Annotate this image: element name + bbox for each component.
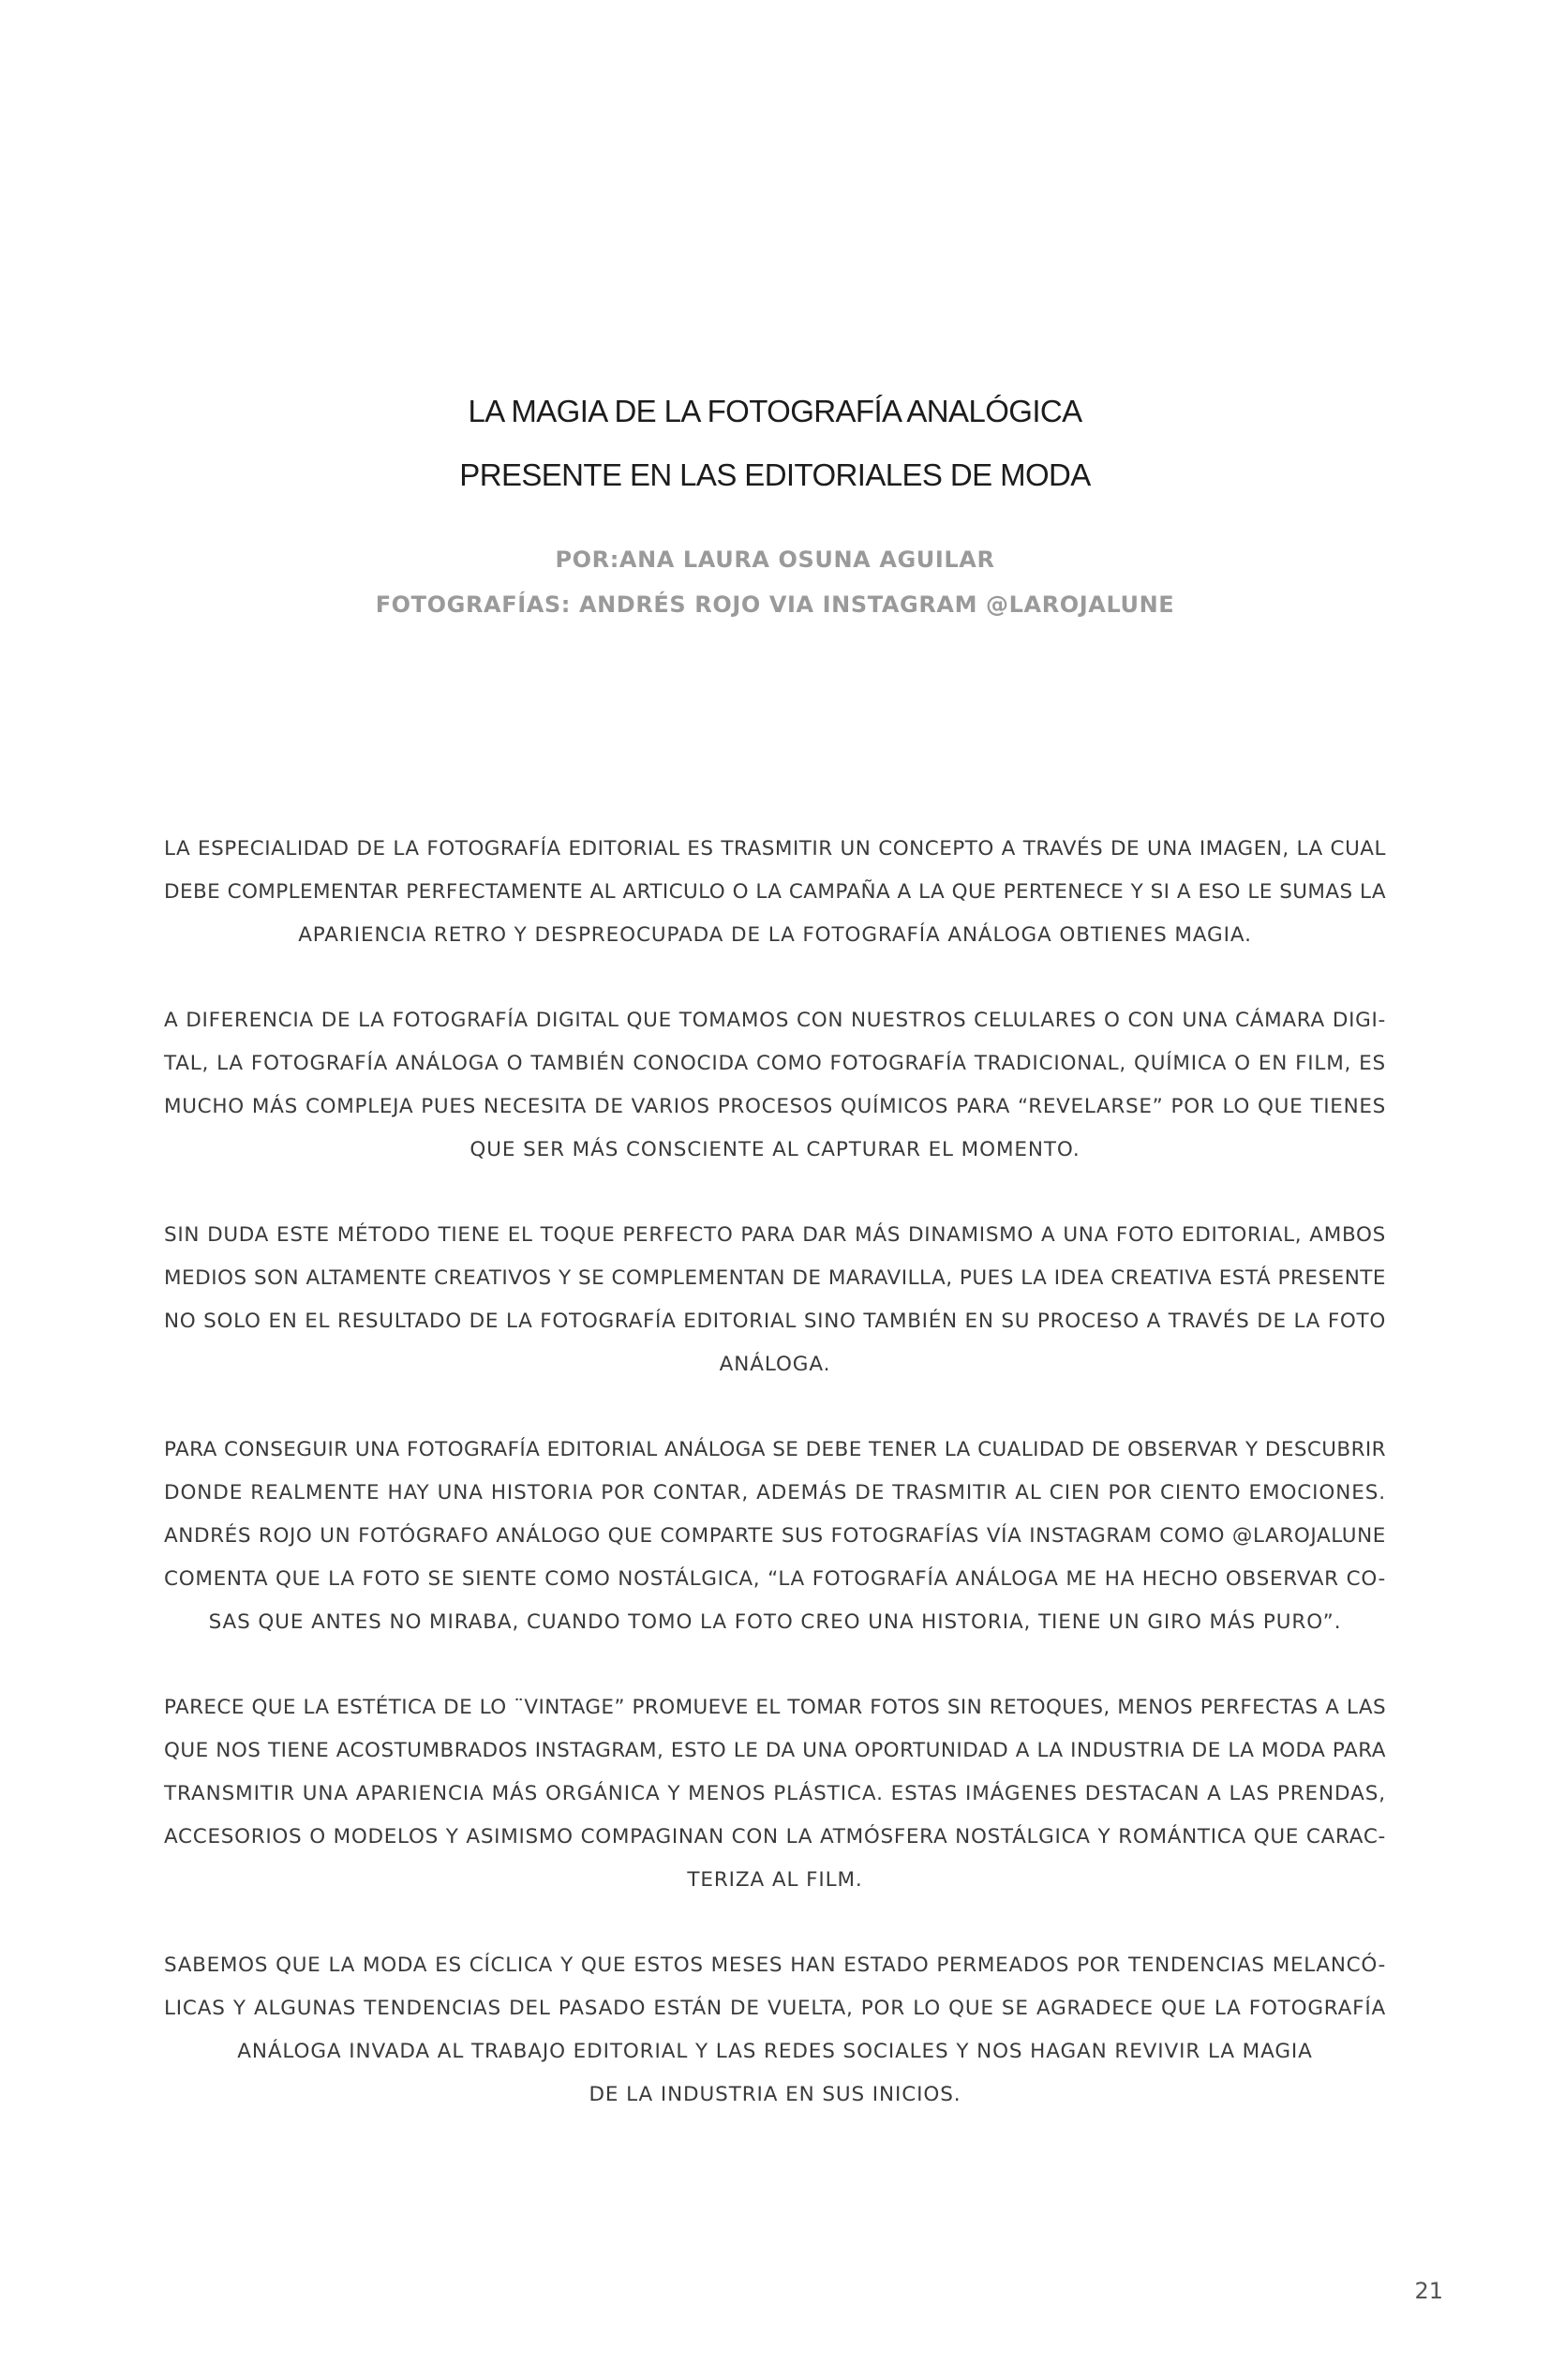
paragraph-line: SAS QUE ANTES NO MIRABA, CUANDO TOMO LA FOTO CREO UNA HISTORIA, TIENE UN GIRO MÁS PURO”. [208,1610,1342,1634]
paragraph-line: TRANSMITIR UNA APARIENCIA MÁS ORGÁNICA Y MENOS PLÁSTICA. ESTAS IMÁGENES DESTACAN A LAS PRENDAS, [164,1782,1386,1805]
paragraph-line: ANÁLOGA INVADA AL TRABAJO EDITORIAL Y LAS REDES SOCIALES Y NOS HAGAN REVIVIR LA MAGIA [237,2040,1313,2063]
byline-photo-credit: FOTOGRAFÍAS: ANDRÉS ROJO VIA INSTAGRAM @LAROJALUNE [375,591,1175,618]
paragraph-line: ANÁLOGA. [719,1353,831,1376]
paragraph-1 [164,828,1386,957]
paragraph-line: ACCESORIOS O MODELOS Y ASIMISMO COMPAGINAN CON LA ATMÓSFERA NOSTÁLGICA Y ROMÁNTICA QUE CARAC- [164,1825,1386,1849]
paragraph-line: QUE SER MÁS CONSCIENTE AL CAPTURAR EL MOMENTO. [469,1138,1081,1161]
byline [0,537,1550,627]
paragraph-line: ANDRÉS ROJO UN FOTÓGRAFO ANÁLOGO QUE COMPARTE SUS FOTOGRAFÍAS VÍA INSTAGRAM COMO @LAROJALUNE [164,1524,1386,1548]
paragraph-6 [164,1944,1386,2117]
byline-author: POR:ANA LAURA OSUNA AGUILAR [555,546,995,573]
paragraph-line: SIN DUDA ESTE MÉTODO TIENE EL TOQUE PERFECTO PARA DAR MÁS DINAMISMO A UNA FOTO EDITORIAL, AMBOS [164,1223,1386,1247]
paragraph-line: MUCHO MÁS COMPLEJA PUES NECESITA DE VARIOS PROCESOS QUÍMICOS PARA “REVELARSE” POR LO QUE TIENES [164,1095,1386,1118]
paragraph-line: TERIZA AL FILM. [687,1868,863,1892]
paragraph-line: DONDE REALMENTE HAY UNA HISTORIA POR CONTAR, ADEMÁS DE TRASMITIR AL CIEN POR CIENTO EMOCIONES. [164,1481,1386,1504]
paragraph-line: A DIFERENCIA DE LA FOTOGRAFÍA DIGITAL QUE TOMAMOS CON NUESTROS CELULARES O CON UNA CÁMARA DIGI- [164,1009,1386,1032]
paragraph-line: DEBE COMPLEMENTAR PERFECTAMENTE AL ARTICULO O LA CAMPAÑA A LA QUE PERTENECE Y SI A ESO LE SUMAS LA [164,880,1386,904]
paragraph-line: SABEMOS QUE LA MODA ES CÍCLICA Y QUE ESTOS MESES HAN ESTADO PERMEADOS POR TENDENCIAS MELANCÓ- [164,1953,1386,1977]
paragraph-line: APARIENCIA RETRO Y DESPREOCUPADA DE LA FOTOGRAFÍA ANÁLOGA OBTIENES MAGIA. [298,923,1252,947]
paragraph-line: PARA CONSEGUIR UNA FOTOGRAFÍA EDITORIAL ANÁLOGA SE DEBE TENER LA CUALIDAD DE OBSERVAR Y DESCUBRIR [164,1438,1386,1461]
paragraph-line: COMENTA QUE LA FOTO SE SIENTE COMO NOSTÁLGICA, “LA FOTOGRAFÍA ANÁLOGA ME HA HECHO OBSERVAR CO- [164,1567,1386,1591]
paragraph-line: PARECE QUE LA ESTÉTICA DE LO ¨VINTAGE” PROMUEVE EL TOMAR FOTOS SIN RETOQUES, MENOS PERFECTAS A LAS [164,1696,1386,1719]
paragraph-line: LA ESPECIALIDAD DE LA FOTOGRAFÍA EDITORIAL ES TRASMITIR UN CONCEPTO A TRAVÉS DE UNA IMAGEN, LA CUAL [164,837,1386,861]
paragraph-4 [164,1429,1386,1644]
paragraph-line: TAL, LA FOTOGRAFÍA ANÁLOGA O TAMBIÉN CONOCIDA COMO FOTOGRAFÍA TRADICIONAL, QUÍMICA O EN FILM, ES [164,1052,1386,1075]
paragraph-line: LICAS Y ALGUNAS TENDENCIAS DEL PASADO ESTÁN DE VUELTA, POR LO QUE SE AGRADECE QUE LA FOTOGRAFÍA [164,1997,1386,2020]
page-number: 21 [1414,2278,1443,2304]
paragraph-5 [164,1686,1386,1902]
paragraph-line: NO SOLO EN EL RESULTADO DE LA FOTOGRAFÍA EDITORIAL SINO TAMBIÉN EN SU PROCESO A TRAVÉS DE LA FOTO [164,1310,1386,1333]
article-body [164,828,1386,2159]
paragraph-line: DE LA INDUSTRIA EN SUS INICIOS. [589,2083,961,2106]
paragraph-line: QUE NOS TIENE ACOSTUMBRADOS INSTAGRAM, ESTO LE DA UNA OPORTUNIDAD A LA INDUSTRIA DE LA MODA PARA [164,1739,1386,1762]
article-title [0,380,1550,507]
paragraph-2 [164,999,1386,1172]
paragraph-3 [164,1214,1386,1386]
title-line-2: PRESENTE EN LAS EDITORIALES DE MODA [459,457,1091,492]
title-line-1: LA MAGIA DE LA FOTOGRAFÍA ANALÓGICA [468,394,1082,428]
paragraph-line: MEDIOS SON ALTAMENTE CREATIVOS Y SE COMPLEMENTAN DE MARAVILLA, PUES LA IDEA CREATIVA ESTÁ PRESENTE [164,1266,1386,1290]
